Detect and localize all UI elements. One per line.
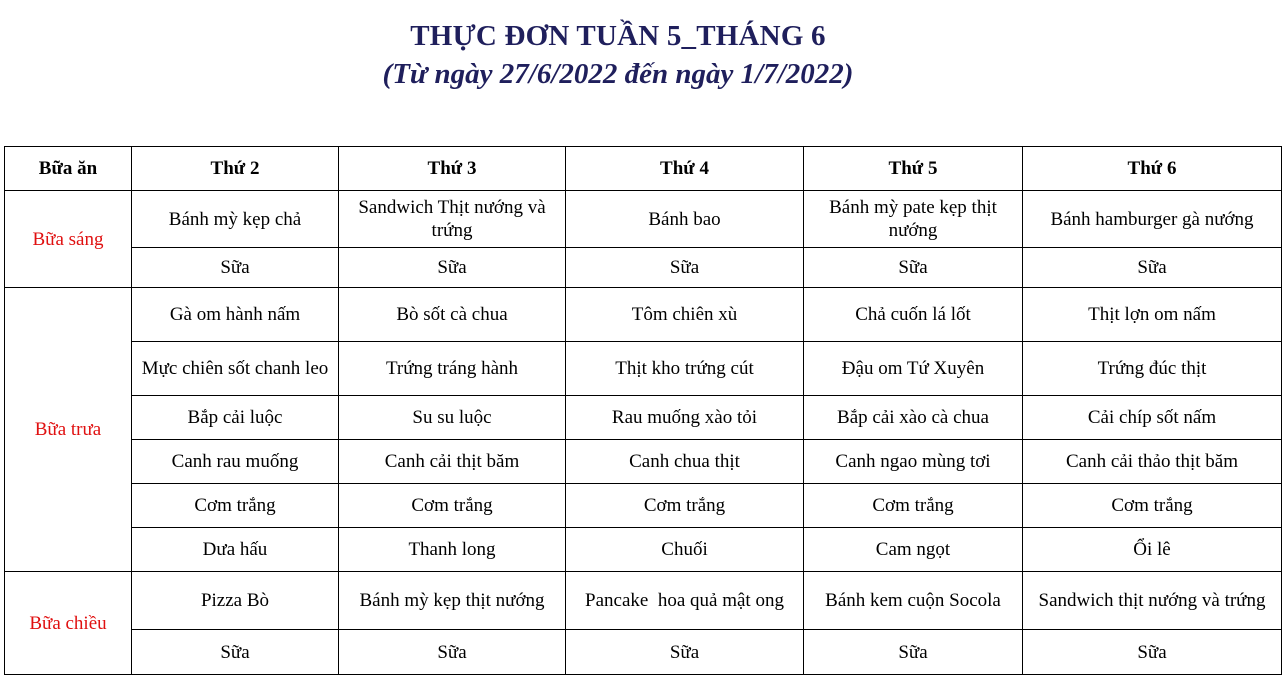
header-day: Thứ 2 xyxy=(132,147,339,191)
meal-label-breakfast: Bữa sáng xyxy=(5,191,132,288)
menu-cell: Canh chua thịt xyxy=(566,440,804,484)
menu-cell: Sữa xyxy=(566,630,804,675)
menu-cell: Mực chiên sốt chanh leo xyxy=(132,342,339,396)
table-row xyxy=(5,396,1282,440)
menu-cell: Cơm trắng xyxy=(804,484,1023,528)
menu-table xyxy=(4,146,1282,675)
table-row xyxy=(5,630,1282,675)
menu-cell: Sữa xyxy=(804,630,1023,675)
menu-cell: Bánh mỳ kẹp thịt nướng xyxy=(339,572,566,630)
menu-cell: Canh cải thịt băm xyxy=(339,440,566,484)
menu-cell: Trứng tráng hành xyxy=(339,342,566,396)
menu-cell: Sandwich Thịt nướng và trứng xyxy=(339,191,566,248)
menu-cell: Sữa xyxy=(1023,630,1282,675)
header-day: Thứ 5 xyxy=(804,147,1023,191)
header-day: Thứ 4 xyxy=(566,147,804,191)
menu-cell: Bánh hamburger gà nướng xyxy=(1023,191,1282,248)
header-meal: Bữa ăn xyxy=(5,147,132,191)
table-row xyxy=(5,288,1282,342)
menu-cell: Cải chíp sốt nấm xyxy=(1023,396,1282,440)
menu-cell: Thanh long xyxy=(339,528,566,572)
menu-cell: Chuối xyxy=(566,528,804,572)
menu-cell: Sữa xyxy=(339,248,566,288)
menu-cell: Canh ngao mùng tơi xyxy=(804,440,1023,484)
menu-cell: Ổi lê xyxy=(1023,528,1282,572)
menu-cell: Sữa xyxy=(339,630,566,675)
meal-label-lunch: Bữa trưa xyxy=(5,288,132,572)
menu-cell: Trứng đúc thịt xyxy=(1023,342,1282,396)
menu-cell: Bánh bao xyxy=(566,191,804,248)
menu-cell: Đậu om Tứ Xuyên xyxy=(804,342,1023,396)
menu-cell: Bắp cải xào cà chua xyxy=(804,396,1023,440)
menu-cell: Bánh mỳ kẹp chả xyxy=(132,191,339,248)
menu-cell: Chả cuốn lá lốt xyxy=(804,288,1023,342)
menu-cell: Cơm trắng xyxy=(1023,484,1282,528)
menu-cell: Thịt lợn om nấm xyxy=(1023,288,1282,342)
table-row xyxy=(5,484,1282,528)
menu-cell: Cơm trắng xyxy=(132,484,339,528)
meal-label-afternoon: Bữa chiều xyxy=(5,572,132,675)
menu-cell: Sandwich thịt nướng và trứng xyxy=(1023,572,1282,630)
menu-cell: Sữa xyxy=(132,630,339,675)
table-row xyxy=(5,191,1282,248)
menu-cell: Thịt kho trứng cút xyxy=(566,342,804,396)
menu-cell: Tôm chiên xù xyxy=(566,288,804,342)
header-row xyxy=(5,147,1282,191)
table-row xyxy=(5,248,1282,288)
menu-cell: Bánh kem cuộn Socola xyxy=(804,572,1023,630)
menu-cell: Cơm trắng xyxy=(566,484,804,528)
menu-cell: Bánh mỳ pate kẹp thịt nướng xyxy=(804,191,1023,248)
table-row xyxy=(5,342,1282,396)
menu-cell: Pizza Bò xyxy=(132,572,339,630)
menu-cell: Rau muống xào tỏi xyxy=(566,396,804,440)
table-row xyxy=(5,528,1282,572)
menu-cell: Sữa xyxy=(566,248,804,288)
page-title: THỰC ĐƠN TUẦN 5_THÁNG 6 xyxy=(410,20,826,52)
menu-cell: Sữa xyxy=(1023,248,1282,288)
page-subtitle: (Từ ngày 27/6/2022 đến ngày 1/7/2022) xyxy=(382,58,854,90)
menu-cell: Dưa hấu xyxy=(132,528,339,572)
header-day: Thứ 3 xyxy=(339,147,566,191)
header-day: Thứ 6 xyxy=(1023,147,1282,191)
table-row xyxy=(5,440,1282,484)
menu-cell: Bắp cải luộc xyxy=(132,396,339,440)
menu-cell: Canh rau muống xyxy=(132,440,339,484)
menu-cell: Cơm trắng xyxy=(339,484,566,528)
menu-cell: Cam ngọt xyxy=(804,528,1023,572)
menu-cell: Canh cải thảo thịt băm xyxy=(1023,440,1282,484)
menu-cell: Su su luộc xyxy=(339,396,566,440)
menu-cell: Gà om hành nấm xyxy=(132,288,339,342)
table-row xyxy=(5,572,1282,630)
menu-cell: Bò sốt cà chua xyxy=(339,288,566,342)
menu-cell: Sữa xyxy=(132,248,339,288)
menu-cell: Pancake hoa quả mật ong xyxy=(566,572,804,630)
menu-cell: Sữa xyxy=(804,248,1023,288)
